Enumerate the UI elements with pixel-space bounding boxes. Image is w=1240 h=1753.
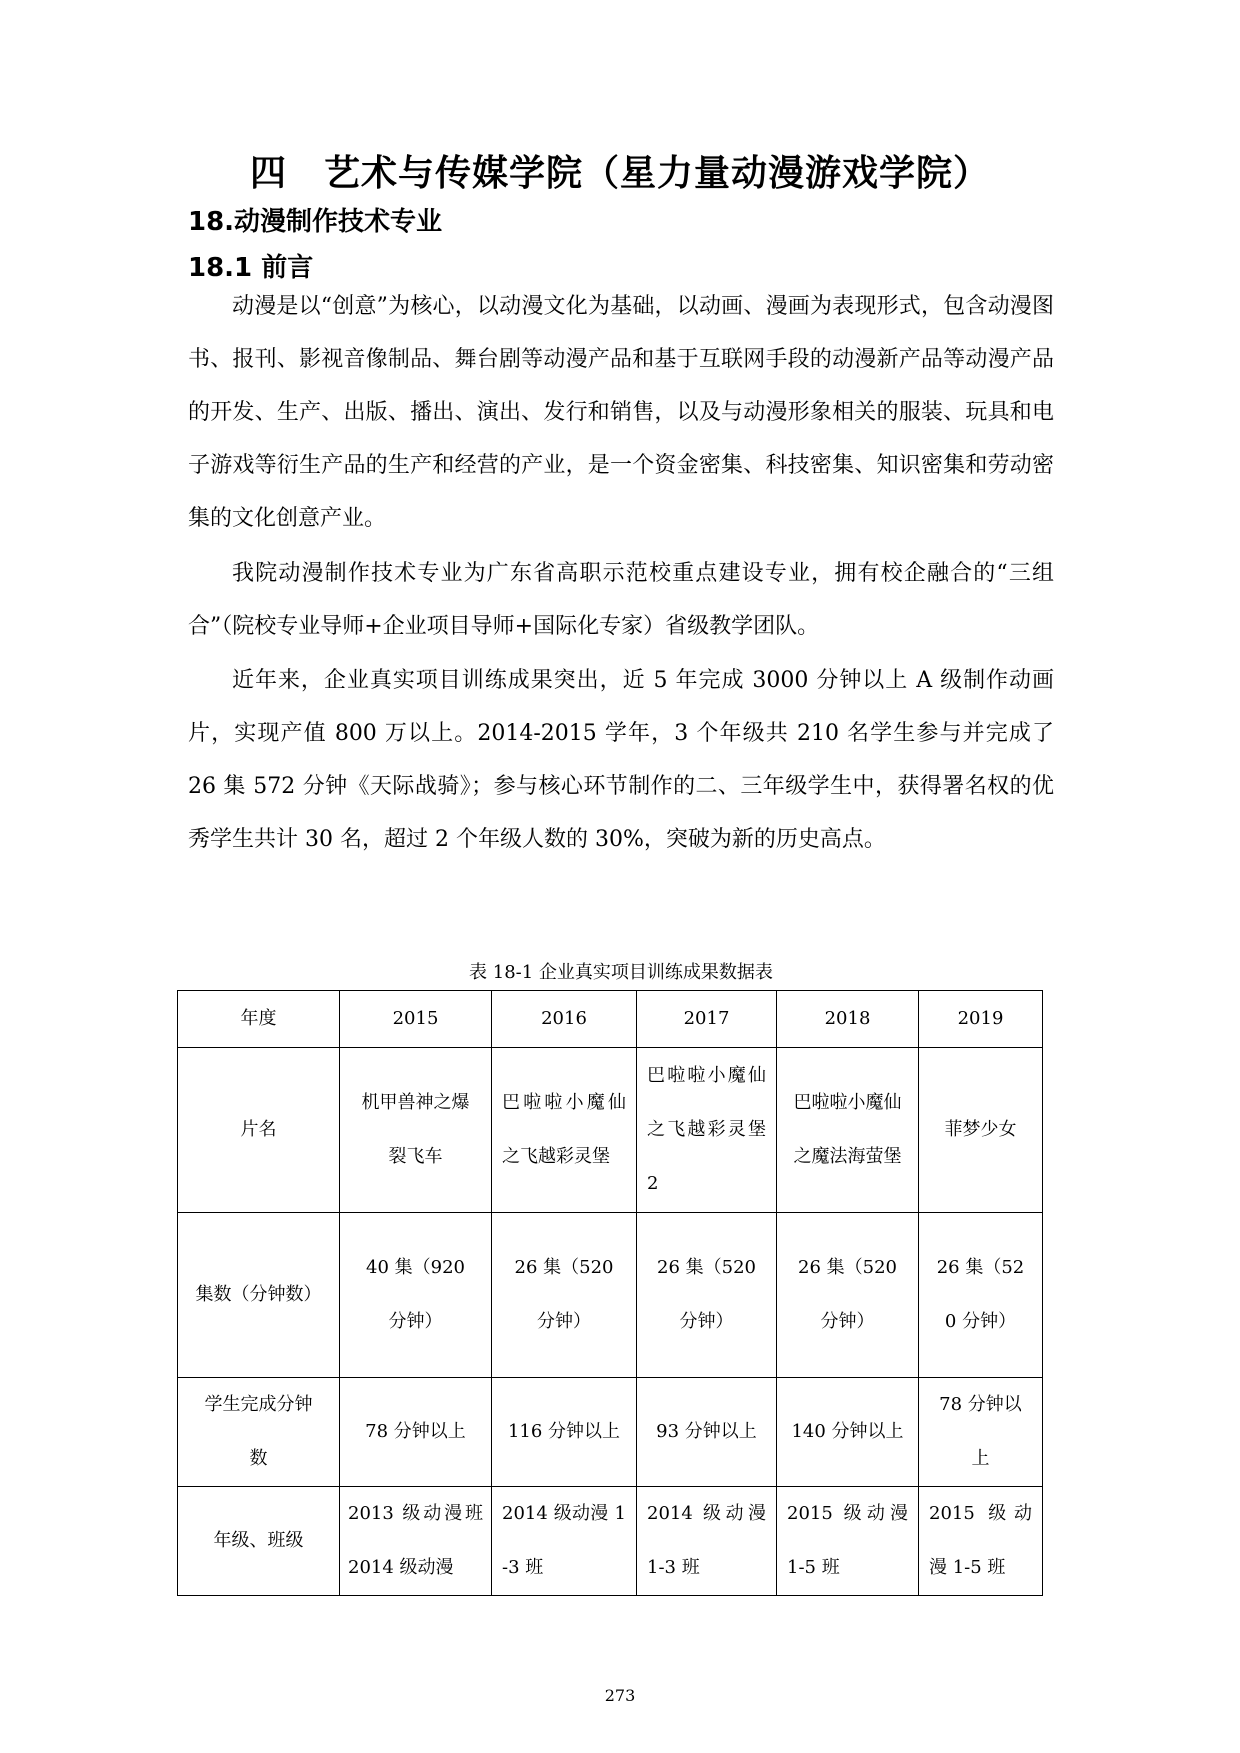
row-label-title: 片名 — [178, 1048, 340, 1213]
table-row-grade-class — [178, 1487, 1043, 1596]
cell-title-2018: 巴啦啦小魔仙之魔法海萤堡 — [777, 1048, 919, 1213]
cell-episodes-2015: 40 集（920 分钟） — [340, 1213, 492, 1378]
chapter-title: 四 艺术与传媒学院（星力量动漫游戏学院） — [249, 153, 990, 194]
header-cell-2019: 2019 — [919, 991, 1043, 1048]
header-cell-2017: 2017 — [637, 991, 777, 1048]
subsection-heading: 18.1 前言 — [188, 253, 314, 283]
cell-episodes-2016: 26 集（520 分钟） — [492, 1213, 637, 1378]
cell-title-2015: 机甲兽神之爆裂飞车 — [340, 1048, 492, 1213]
project-results-table — [177, 990, 1043, 1596]
cell-episodes-2018: 26 集（520 分钟） — [777, 1213, 919, 1378]
cell-title-2017: 巴啦啦小魔仙之飞越彩灵堡 2 — [637, 1048, 777, 1213]
cell-episodes-2019: 26 集（520 分钟） — [919, 1213, 1043, 1378]
table-row-title — [178, 1048, 1043, 1213]
section-heading: 18.动漫制作技术专业 — [188, 207, 443, 237]
cell-class-2016: 2014 级动漫 1-3 班 — [492, 1487, 637, 1596]
cell-title-2019: 菲梦少女 — [919, 1048, 1043, 1213]
cell-class-2015: 2013 级动漫班 2014 级动漫 — [340, 1487, 492, 1596]
header-cell-year: 年度 — [178, 991, 340, 1048]
header-cell-2018: 2018 — [777, 991, 919, 1048]
table-header-row — [178, 991, 1043, 1048]
cell-minutes-2015: 78 分钟以上 — [340, 1378, 492, 1487]
table-caption: 表 18-1 企业真实项目训练成果数据表 — [469, 962, 773, 983]
cell-class-2019: 2015 级动漫 1-5 班 — [919, 1487, 1043, 1596]
cell-minutes-2019: 78 分钟以上 — [919, 1378, 1043, 1487]
table-row-student-minutes — [178, 1378, 1043, 1487]
header-cell-2015: 2015 — [340, 991, 492, 1048]
cell-minutes-2017: 93 分钟以上 — [637, 1378, 777, 1487]
paragraph-intro: 动漫是以“创意”为核心，以动漫文化为基础，以动画、漫画为表现形式，包含动漫图书、报刊、影视音像制品、舞台剧等动漫产品和基于互联网手段的动漫新产品等动漫产品的开发、生产、出版、播出、演出、发行和销售，以及与动漫形象相关的服装、玩具和电子游戏等衍生产品的生产和经营的产业，是一个资金密集、科技密集、知识密集和劳动密集的文化创意产业。 — [188, 294, 1054, 531]
cell-minutes-2018: 140 分钟以上 — [777, 1378, 919, 1487]
row-label-grade-class: 年级、班级 — [178, 1487, 340, 1596]
paragraph-achievements: 近年来，企业真实项目训练成果突出，近 5 年完成 3000 分钟以上 A 级制作动画片，实现产值 800 万以上。2014-2015 学年，3 个年级共 210 名学生参与并完成了 26 集 572 分钟《天际战骑》；参与核心环节制作的二、三年级学生中，获得署名权的优秀学生共计 30 名，超过 2 个年级人数的 30%，突破为新的历史高点。 — [188, 668, 1054, 852]
page-number: 273 — [604, 1686, 636, 1705]
cell-class-2017: 2014 级动漫 1-3 班 — [637, 1487, 777, 1596]
cell-minutes-2016: 116 分钟以上 — [492, 1378, 637, 1487]
cell-title-2016: 巴啦啦小魔仙之飞越彩灵堡 — [492, 1048, 637, 1213]
row-label-student-minutes: 学生完成分钟数 — [178, 1378, 340, 1487]
paragraph-team: 我院动漫制作技术专业为广东省高职示范校重点建设专业，拥有校企融合的“三组合”（院校专业导师+企业项目导师+国际化专家）省级教学团队。 — [188, 561, 1054, 639]
cell-class-2018: 2015 级动漫 1-5 班 — [777, 1487, 919, 1596]
row-label-episodes: 集数（分钟数） — [178, 1213, 340, 1378]
cell-episodes-2017: 26 集（520 分钟） — [637, 1213, 777, 1378]
table-row-episodes — [178, 1213, 1043, 1378]
header-cell-2016: 2016 — [492, 991, 637, 1048]
